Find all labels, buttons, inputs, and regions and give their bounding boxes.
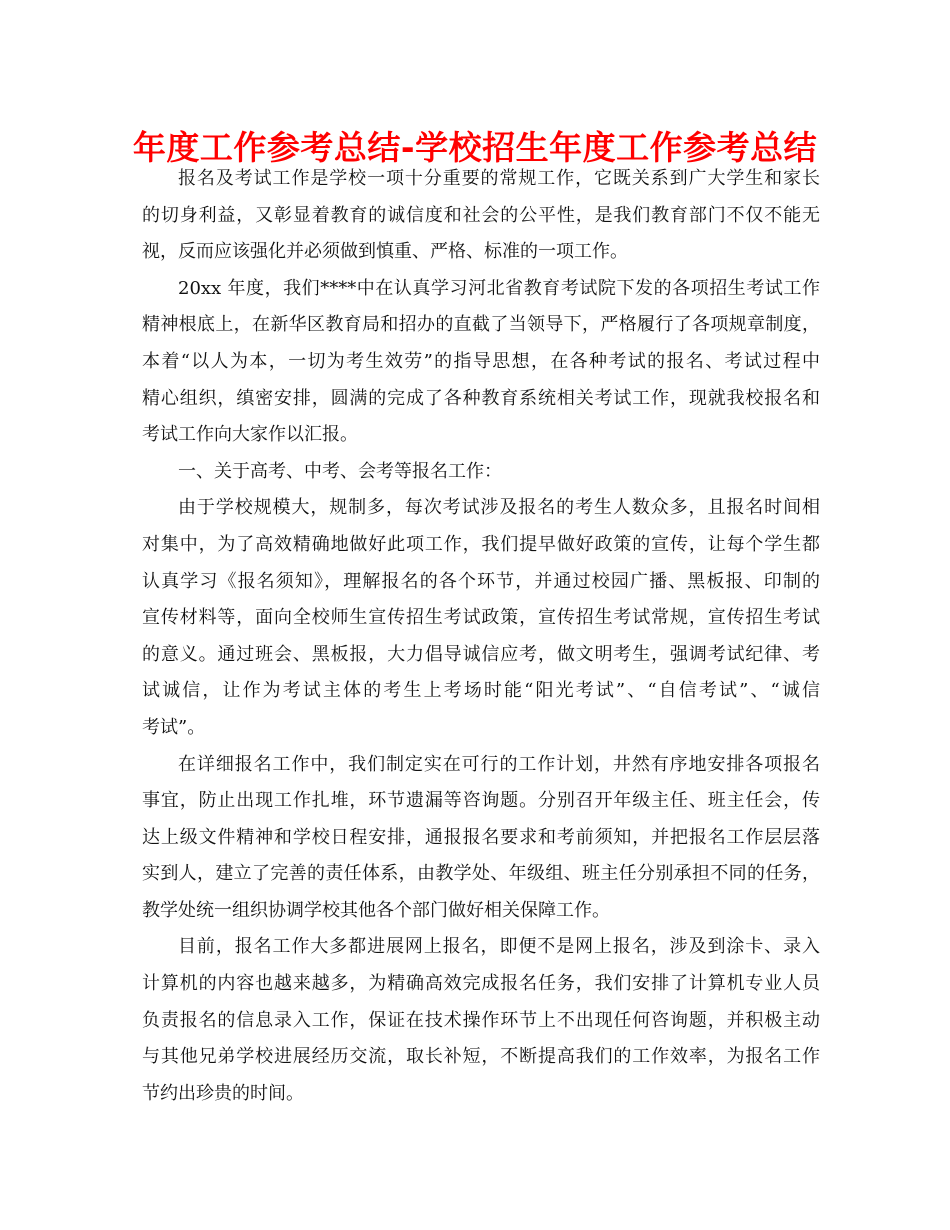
paragraph-5	[142, 747, 820, 930]
document-body	[142, 161, 820, 1112]
paragraph-line: 认真学习《报名须知》，理解报名的各个环节，并通过校园广播、黑板报、印制的	[142, 570, 820, 592]
paragraph-2	[142, 271, 820, 454]
paragraph-line: 试诚信，让作为考试主体的考生上考场时能“阳光考试”、“自信考试”、“诚信	[142, 680, 820, 702]
paragraph-4	[142, 490, 820, 746]
paragraph-line: 本着“以人为本，一切为考生效劳”的指导思想，在各种考试的报名、考试过程中	[142, 350, 820, 372]
paragraph-line: 一、关于高考、中考、会考等报名工作：	[178, 460, 502, 482]
paragraph-line: 精心组织，缜密安排，圆满的完成了各种教育系统相关考试工作，现就我校报名和	[142, 387, 820, 409]
paragraph-line: 考试”。	[142, 716, 206, 738]
paragraph-line: 实到人，建立了完善的责任体系，由教学处、年级组、班主任分别承担不同的任务，	[142, 863, 820, 885]
paragraph-line: 负责报名的信息录入工作，保证在技术操作环节上不出现任何咨询题，并积极主动	[142, 1009, 820, 1031]
paragraph-line: 节约出珍贵的时间。	[142, 1082, 304, 1104]
paragraph-line: 目前，报名工作大多都进展网上报名，即便不是网上报名，涉及到涂卡、录入	[178, 936, 820, 958]
paragraph-line: 考试工作向大家作以汇报。	[142, 424, 358, 446]
paragraph-line: 精神根底上，在新华区教育局和招办的直截了当领导下，严格履行了各项规章制度，	[142, 314, 820, 336]
section-heading	[142, 454, 820, 491]
paragraph-1	[142, 161, 820, 271]
paragraph-line: 报名及考试工作是学校一项十分重要的常规工作，它既关系到广大学生和家长	[178, 168, 820, 189]
paragraph-6	[142, 929, 820, 1112]
paragraph-line: 视，反而应该强化并必须做到慎重、严格、标准的一项工作。	[142, 241, 628, 263]
paragraph-line: 教学处统一组织协调学校其他各个部门做好相关保障工作。	[142, 899, 610, 921]
document-title: 年度工作参考总结-学校招生年度工作参考总结	[132, 128, 818, 167]
paragraph-line: 达上级文件精神和学校日程安排，通报报名要求和考前须知，并把报名工作层层落	[142, 826, 820, 848]
paragraph-line: 宣传材料等，面向全校师生宣传招生考试政策，宣传招生考试常规，宣传招生考试	[142, 607, 820, 629]
paragraph-line: 由于学校规模大，规制多，每次考试涉及报名的考生人数众多，且报名时间相	[178, 497, 820, 519]
paragraph-line: 计算机的内容也越来越多，为精确高效完成报名任务，我们安排了计算机专业人员	[142, 973, 820, 995]
paragraph-line: 的意义。通过班会、黑板报，大力倡导诚信应考，做文明考生，强调考试纪律、考	[142, 643, 820, 665]
paragraph-line: 在详细报名工作中，我们制定实在可行的工作计划，井然有序地安排各项报名	[178, 753, 820, 775]
paragraph-line: 20xx 年度，我们****中在认真学习河北省教育考试院下发的各项招生考试工作	[178, 277, 820, 299]
paragraph-line: 的切身利益，又彰显着教育的诚信度和社会的公平性，是我们教育部门不仅不能无	[142, 204, 820, 226]
paragraph-line: 事宜，防止出现工作扎堆，环节遗漏等咨询题。分别召开年级主任、班主任会，传	[142, 790, 820, 812]
paragraph-line: 对集中，为了高效精确地做好此项工作，我们提早做好政策的宣传，让每个学生都	[142, 533, 820, 555]
paragraph-line: 与其他兄弟学校进展经历交流，取长补短，不断提高我们的工作效率，为报名工作	[142, 1046, 820, 1068]
